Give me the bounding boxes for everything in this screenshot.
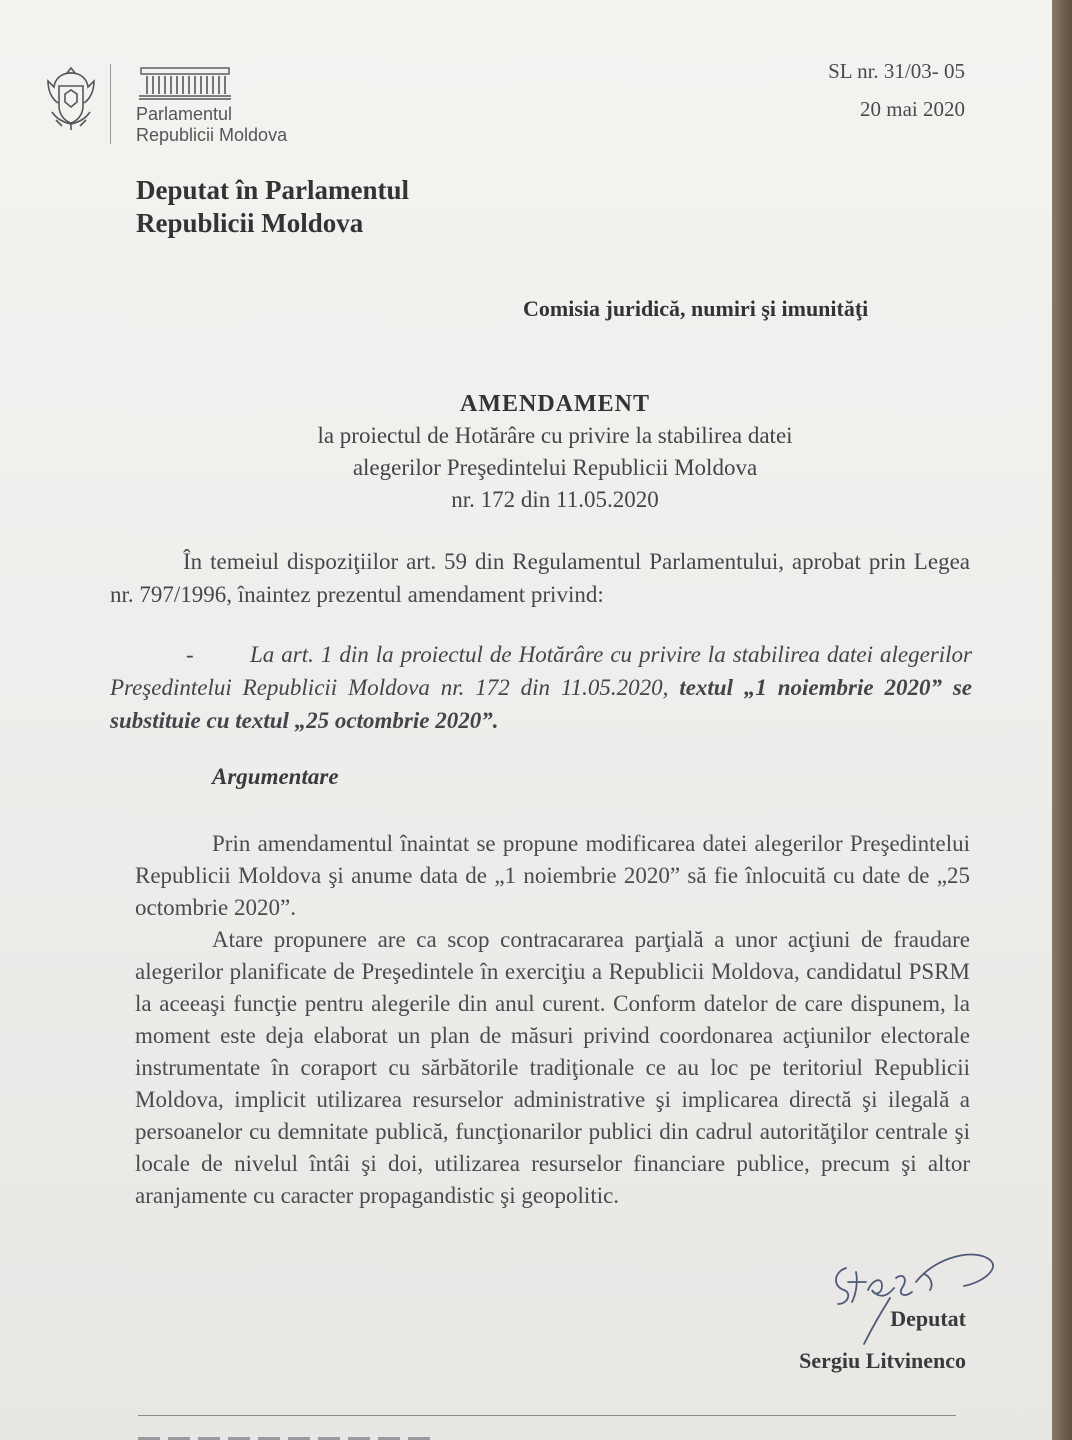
- argument-paragraph-2: Atare propunere are ca scop contracararea parţială a unor acţiuni de fraudare alegerilor planificate de Preşedintele în exerciţiu a Republicii Moldova, candidatul PSRM la aceeaşi funcţie pentru alegerile din anul curent. Conform datelor de care dispunem, la moment este deja elaborat un plan de măsuri privind coordonarea acţiunilor electorale instrumentate în coraport cu sărbătorile tradiţionale ce au loc pe teritoriul Republicii Moldova, implicit utilizarea resurselor administrative şi implicarea directă şi ilegală a persoanelor cu demnitate publică, funcţionarilor publici din cadrul autorităţilor centrale şi locale de nivelul întâi şi doi, utilizarea resurselor financiare publice, precum şi altor aranjamente cu caracter propagandistic şi geopolitic.: [135, 927, 970, 1208]
- footer-divider: [138, 1415, 956, 1416]
- amendment-item: [110, 638, 972, 737]
- intro-paragraph: În temeiul dispoziţiilor art. 59 din Regulamentul Parlamentului, aprobat prin Legea nr. 797/1996, înaintez prezentul amendament privind:: [110, 549, 970, 607]
- org-line-1: Parlamentul: [136, 104, 233, 124]
- addressee: Comisia juridică, numiri şi imunităţi: [523, 296, 869, 321]
- page-edge-background: [1052, 0, 1072, 1440]
- title-line-1: la proiectul de Hotărâre cu privire la stabilirea datei: [317, 423, 793, 448]
- title-line-2: alegerilor Preşedintelui Republicii Moldova: [352, 455, 758, 480]
- footer-text-cropped: [138, 1430, 438, 1440]
- argument-paragraph-1: Prin amendamentul înaintat se propune modificarea datei alegerilor Preşedintelui Republicii Moldova şi anume data de „1 noiembrie 2020” să fie înlocuită cu date de „25 octombrie 2020”.: [135, 831, 970, 920]
- argument-heading: Argumentare: [212, 764, 339, 789]
- list-dash: -: [186, 642, 194, 667]
- title-line-3: nr. 172 din 11.05.2020: [451, 487, 659, 512]
- argument-body: [135, 828, 970, 1212]
- coat-of-arms-icon: [44, 62, 98, 132]
- amendment-italic-text: La art. 1 din la proiectul de Hotărâre cu privire la stabilirea datei alegerilor Preşedintelui Republicii Moldova nr. 172 din 11.05.2020,: [110, 642, 972, 700]
- signatory-role: Deputat: [890, 1306, 966, 1331]
- document-title: [230, 388, 880, 516]
- org-line-2: Republicii Moldova: [136, 125, 288, 145]
- organization-name: [136, 104, 287, 146]
- sender-line-1: Deputat în Parlamentul: [136, 175, 409, 205]
- parliament-building-icon: [137, 64, 233, 100]
- title-heading: AMENDAMENT: [460, 391, 650, 417]
- reference-date: 20 mai 2020: [860, 97, 965, 121]
- letterhead-divider: [110, 64, 111, 144]
- reference-number: SL nr. 31/03- 05: [828, 59, 965, 83]
- signatory-name: Sergiu Litvinenco: [799, 1348, 966, 1373]
- amendment-bold-text: textul „1 noiembrie 2020” se substituie cu textul „25 octombrie 2020”.: [110, 675, 972, 733]
- sender-line-2: Republicii Moldova: [136, 208, 364, 238]
- sender-title: [136, 174, 409, 240]
- reference-block: [760, 52, 965, 128]
